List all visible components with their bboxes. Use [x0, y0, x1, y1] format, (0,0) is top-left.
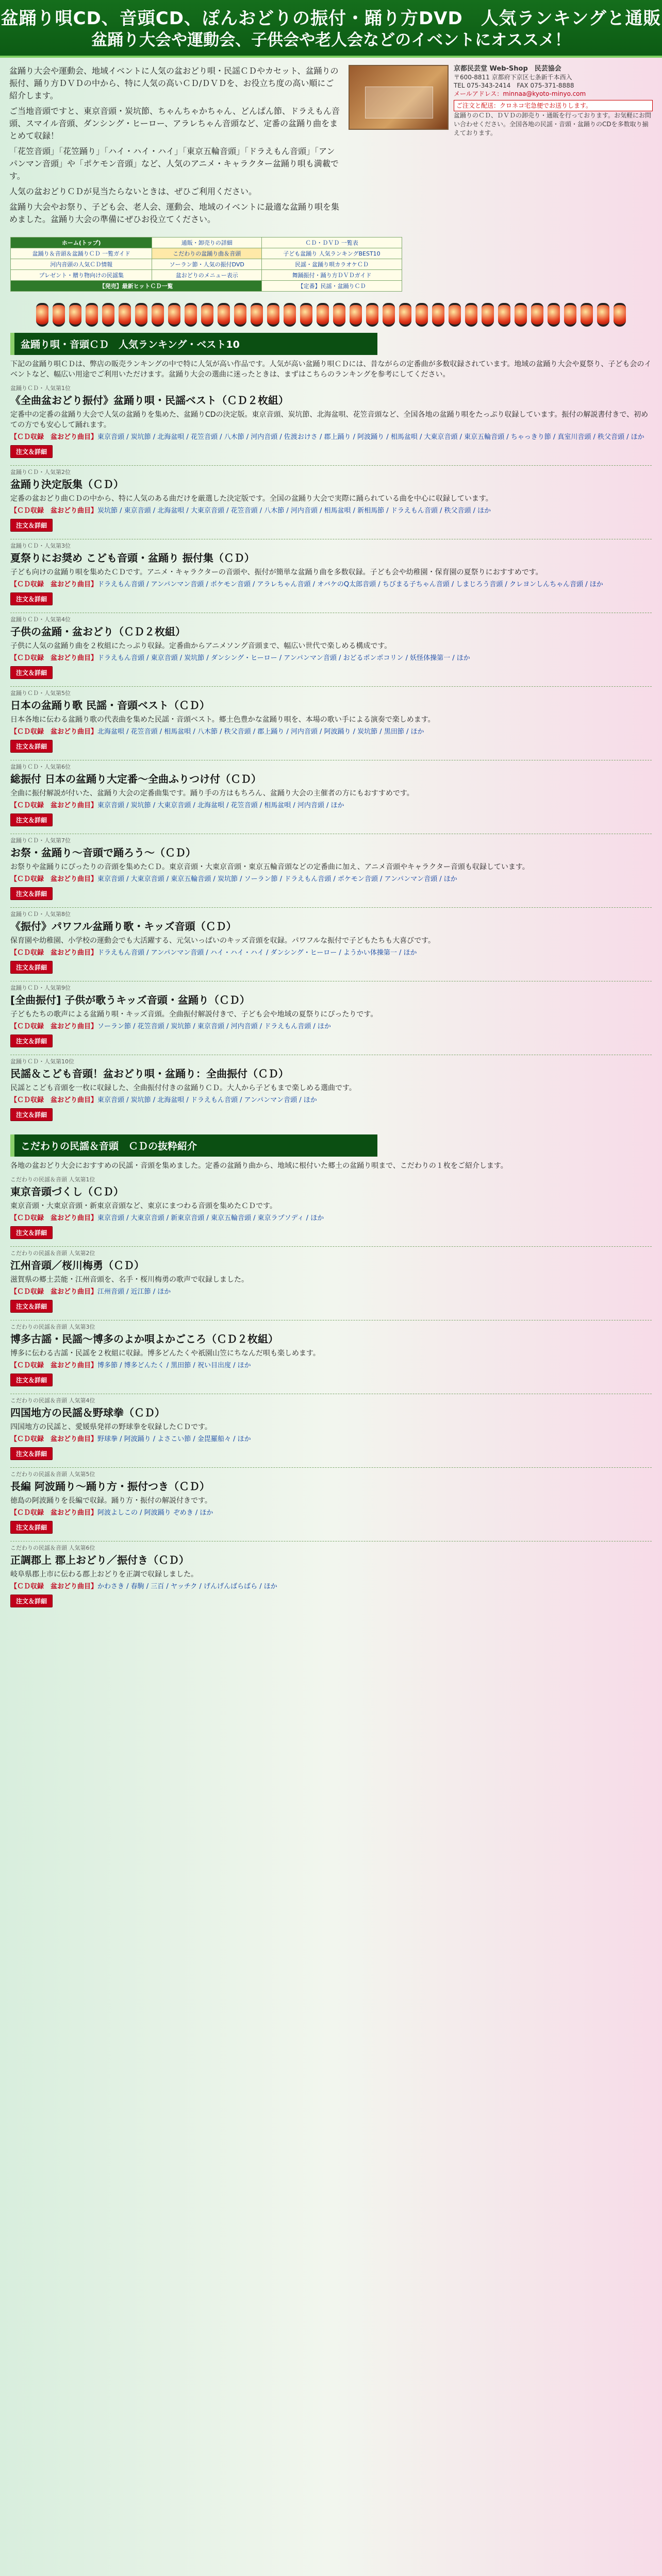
order-detail-button[interactable]: 注文＆詳細 [10, 1447, 53, 1460]
shop-description: 盆踊りのＣＤ、ＤＶＤの卸売り・通販を行っております。お気軽にお問い合わせください。全国各地の民謡・音頭・盆踊りのCDを多数取り揃えております。 [454, 112, 652, 137]
intro-text [9, 65, 340, 229]
cd-description: お祭りや盆踊りにぴったりの音頭を集めたＣＤ。東京音頭・大東京音頭・東京五輪音頭などの定番曲に加え、アニメ音頭やキャラクター音頭も収録しています。 [10, 863, 529, 871]
lantern-icon [185, 303, 197, 327]
lantern-icon [333, 303, 345, 327]
lantern-icon [53, 303, 65, 327]
lantern-icon [218, 303, 230, 327]
shop-info [454, 65, 653, 229]
shop-tel: TEL 075-343-2414 FAX 075-371-8888 [454, 82, 574, 89]
lantern-icon [284, 303, 296, 327]
shipping-notice: ご注文と配送：クロネコ宅急便でお送りします。 [454, 100, 653, 111]
cd-title-link[interactable]: 長編 阿波踊り〜踊り方・振付つき（ＣＤ） [10, 1480, 210, 1493]
lantern-icon [300, 303, 312, 327]
cd-title-link[interactable]: [全曲振付] 子供が歌うキッズ音頭・盆踊り（ＣＤ） [10, 994, 250, 1006]
cd-description: 東京音頭・大東京音頭・新東京音頭など、東京にまつわる音頭を集めたＣＤです。 [10, 1202, 277, 1210]
nav-kodawari[interactable]: こだわりの盆踊り曲＆音頭 [152, 248, 262, 259]
tracklist-text: 東京音頭 / 炭坑節 / 大東京音頭 / 北海盆唄 / 花笠音頭 / 相馬盆唄 / 河内音頭 / ほか [97, 802, 344, 809]
cd-description: 滋賀県の郷土芸能・江州音頭を、名手・桜川梅勇の歌声で収録しました。 [10, 1276, 249, 1284]
lantern-icon [317, 303, 329, 327]
lantern-icon [36, 303, 48, 327]
cd-tracklist [10, 1095, 652, 1105]
site-subtitle: 盆踊り大会や運動会、子供会や老人会などのイベントにオススメ！ [91, 31, 571, 49]
cd-tracklist [10, 432, 652, 442]
cd-title-link[interactable]: 子供の盆踊・盆おどり（ＣＤ２枚組） [10, 625, 186, 638]
lantern-icon [366, 303, 378, 327]
order-detail-button[interactable]: 注文＆詳細 [10, 1108, 53, 1121]
cd-entry [10, 1544, 652, 1607]
cd-description: 岐阜県郡上市に伝わる郡上おどりを正調で収録しました。 [10, 1570, 198, 1579]
order-detail-button[interactable]: 注文＆詳細 [10, 1521, 53, 1534]
cd-tracklist [10, 1434, 652, 1444]
cd-description: 定番中の定番の盆踊り大会で人気の盆踊りを集めた、盆踊りCDの決定版。東京音頭、炭坑節、北海盆唄、花笠音頭など、全国各地の盆踊り唄をたっぷり収録しています。振付の解説書付きで、初めての方でも安心して踊れます。 [10, 411, 649, 429]
rank-tag: 盆踊りＣＤ・人気第2位 [10, 469, 71, 476]
lantern-icon [432, 303, 444, 327]
site-navigation [10, 237, 402, 292]
tracklist-label: 【ＣＤ収録 盆おどり曲目】 [10, 728, 98, 736]
order-detail-button[interactable]: 注文＆詳細 [10, 1374, 53, 1386]
tracklist-text: 炭坑節 / 東京音頭 / 北海盆唄 / 大東京音頭 / 花笠音頭 / 八木節 / 河内音頭 / 相馬盆唄 / 新相馬節 / ドラえもん音頭 / 秩父音頭 / ほか [97, 507, 491, 515]
tracklist-label: 【ＣＤ収録 盆おどり曲目】 [10, 875, 98, 883]
order-detail-button[interactable]: 注文＆詳細 [10, 1226, 53, 1239]
cd-tracklist [10, 506, 652, 516]
nav-cd-list[interactable]: ＣＤ・ＤＶＤ 一覧表 [262, 238, 402, 248]
cd-tracklist [10, 1287, 652, 1297]
tracklist-text: 東京音頭 / 大東京音頭 / 東京五輪音頭 / 炭坑節 / ソーラン節 / ドラえもん音頭 / ポケモン音頭 / アンパンマン音頭 / ほか [97, 875, 457, 883]
rank-tag: こだわりの民謡＆音頭 人気第6位 [10, 1545, 95, 1551]
intro-area [0, 58, 662, 234]
cd-title-link[interactable]: 盆踊り決定版集（ＣＤ） [10, 478, 124, 490]
entry-divider [10, 1467, 652, 1468]
cd-title-link[interactable]: 民謡＆こども音頭！盆おどり唄・盆踊り：全曲振付（ＣＤ） [10, 1067, 289, 1080]
shop-name: 京都民芸堂 Web-Shop 民芸協会 [454, 65, 561, 73]
lantern-icon [449, 303, 461, 327]
cd-entry [10, 836, 652, 900]
cd-description: 徳島の阿波踊りを長編で収録。踊り方・振付の解説付きです。 [10, 1497, 212, 1505]
tracklist-label: 【ＣＤ収録 盆おどり曲目】 [10, 802, 98, 809]
tracklist-text: 東京音頭 / 大東京音頭 / 新東京音頭 / 東京五輪音頭 / 東京ラプソディ / ほか [97, 1214, 324, 1222]
cd-description: 定番の盆おどり曲ＣＤの中から、特に人気のある曲だけを厳選した決定版です。全国の盆踊り大会で実際に踊られている曲を中心に収録しています。 [10, 495, 493, 503]
tracklist-text: ソーラン節 / 花笠音頭 / 炭坑節 / 東京音頭 / 河内音頭 / ドラえもん音頭 / ほか [97, 1023, 331, 1030]
intro-paragraph: 人気の盆おどりＣＤが見当たらないときは、ぜひご利用ください。 [9, 187, 257, 196]
cd-entry [10, 1249, 652, 1313]
cd-entry [10, 384, 652, 458]
cd-entry [10, 1396, 652, 1460]
rank-tag: こだわりの民謡＆音頭 人気第3位 [10, 1324, 95, 1330]
cd-title-link[interactable]: 東京音頭づくし（ＣＤ） [10, 1185, 124, 1198]
tracklist-text: 東京音頭 / 炭坑節 / 北海盆唄 / 花笠音頭 / 八木節 / 河内音頭 / 佐渡おけさ / 郡上踊り / 阿波踊り / 相馬盆唄 / 大東京音頭 / 東京五輪音頭 / ちゃっきり節 / 真室川音頭 / 秩父音頭 / ほか [97, 433, 644, 441]
cd-title-link[interactable]: 正調郡上 郡上おどり／振付き（ＣＤ） [10, 1554, 189, 1566]
cd-description: 保育園や幼稚園、小学校の運動会でも大活躍する、元気いっぱいのキッズ音頭を収録。パワフルな振付で子どもたちも大喜びです。 [10, 937, 436, 945]
lantern-icon [498, 303, 510, 327]
nav-home[interactable]: ホーム(トップ) [11, 238, 152, 248]
cd-tracklist [10, 1213, 652, 1223]
tracklist-text: かわさき / 春駒 / 三百 / ヤッチク / げんげんばらばら / ほか [97, 1583, 277, 1590]
cd-title-link[interactable]: 夏祭りにお奨め こども音頭・盆踊り 振付集（ＣＤ） [10, 552, 255, 564]
tracklist-label: 【ＣＤ収録 盆おどり曲目】 [10, 1288, 98, 1296]
lantern-icon [515, 303, 527, 327]
cd-description: 子ども向けの盆踊り唄を集めたＣＤです。アニメ・キャラクターの音頭や、振付が簡単な盆踊り曲を多数収録。子ども会や幼稚園・保育園の夏祭りにおすすめです。 [10, 568, 543, 577]
order-detail-button[interactable]: 注文＆詳細 [10, 740, 53, 753]
lantern-icon [482, 303, 494, 327]
cd-title-link[interactable]: 江州音頭／桜川梅勇（ＣＤ） [10, 1259, 144, 1272]
tracklist-label: 【ＣＤ収録 盆おどり曲目】 [10, 1023, 98, 1030]
order-detail-button[interactable]: 注文＆詳細 [10, 814, 53, 826]
cd-description: 四国地方の民謡と、愛媛県発祥の野球拳を収録したＣＤです。 [10, 1423, 212, 1431]
cd-entry [10, 541, 652, 605]
entry-divider [10, 465, 652, 466]
site-header [0, 0, 662, 58]
lantern-icon [152, 303, 164, 327]
rank-tag: こだわりの民謡＆音頭 人気第1位 [10, 1176, 95, 1183]
rank-tag: こだわりの民謡＆音頭 人気第2位 [10, 1250, 95, 1257]
kodawari-section [0, 1134, 662, 1607]
rank-tag: 盆踊りＣＤ・人気第1位 [10, 385, 71, 392]
intro-paragraph: ご当地音頭ですと、東京音頭・炭坑節、ちゃんちゃかちゃん、どんぱん節、ドラえもん音頭、スマイル音頭、ダンシング・ヒーロー、アラレちゃん音頭など、定番の盆踊り曲をまとめて収録！ [9, 106, 340, 141]
entry-divider [10, 907, 652, 908]
lantern-icon [201, 303, 213, 327]
rank-tag: こだわりの民謡＆音頭 人気第4位 [10, 1397, 95, 1404]
cd-entry [10, 762, 652, 826]
cd-title-link[interactable]: お祭・盆踊り〜音頭で踊ろう〜（ＣＤ） [10, 846, 196, 859]
cd-tracklist [10, 1022, 652, 1031]
nav-kawachi[interactable]: 河内音頭の人気ＣＤ情報 [11, 259, 152, 270]
cd-entry [10, 1470, 652, 1534]
nav-soran[interactable]: ソーラン節・人気の振付DVD [152, 259, 262, 270]
cd-description: 民謡とこども音頭を一枚に収録した、全曲振付付きの盆踊りＣＤ。大人から子どもまで楽しめる選曲です。 [10, 1084, 356, 1092]
tracklist-label: 【ＣＤ収録 盆おどり曲目】 [10, 1214, 98, 1222]
lantern-icon [564, 303, 576, 327]
cd-entry [10, 468, 652, 532]
cd-tracklist [10, 1582, 652, 1591]
rank-tag: 盆踊りＣＤ・人気第7位 [10, 837, 71, 844]
lantern-icon [119, 303, 131, 327]
lantern-icon [383, 303, 395, 327]
tracklist-label: 【ＣＤ収録 盆おどり曲目】 [10, 949, 98, 957]
rank-tag: 盆踊りＣＤ・人気第4位 [10, 616, 71, 623]
nav-present[interactable]: プレゼント・贈り物向けの民謡集 [11, 270, 152, 281]
lantern-icon [465, 303, 477, 327]
tracklist-label: 【ＣＤ収録 盆おどり曲目】 [10, 1362, 98, 1369]
cd-title-link[interactable]: 《振付》パワフル盆踊り歌・キッズ音頭（ＣＤ） [10, 920, 237, 933]
nav-kids-ranking[interactable]: 子ども盆踊り 人気ランキングBEST10 [262, 248, 402, 259]
lantern-icon [416, 303, 428, 327]
cd-title-link[interactable]: 日本の盆踊り歌 民謡・音頭ベスト（ＣＤ） [10, 699, 210, 711]
cd-entry [10, 1057, 652, 1121]
lantern-icon [548, 303, 560, 327]
lantern-icon [168, 303, 180, 327]
tracklist-text: ドラえもん音頭 / 東京音頭 / 炭坑節 / ダンシング・ヒーロー / アンパンマン音頭 / おどるポンポコリン / 妖怪体操第一 / ほか [97, 654, 470, 662]
cd-entry [10, 1323, 652, 1386]
tracklist-label: 【ＣＤ収録 盆おどり曲目】 [10, 1583, 98, 1590]
intro-paragraph: 「花笠音頭」「花笠踊り」「ハイ・ハイ・ハイ」「東京五輪音頭」「ドラえもん音頭」「アンパンマン音頭」や「ポケモン音頭」など、人気のアニメ・キャラクター盆踊り唄も満載です。 [9, 146, 339, 181]
cd-description: 日本各地に伝わる盆踊り歌の代表曲を集めた民謡・音頭ベスト。郷土色豊かな盆踊り唄を、本場の歌い手による演奏で楽しめます。 [10, 716, 435, 724]
lantern-icon [251, 303, 263, 327]
cd-tracklist [10, 801, 652, 810]
lantern-icon [86, 303, 98, 327]
order-detail-button[interactable]: 注文＆詳細 [10, 887, 53, 900]
tracklist-text: 阿波よしこの / 阿波踊り ぞめき / ほか [97, 1509, 213, 1517]
tracklist-text: 野球拳 / 阿波踊り / よさこい節 / 金毘羅船々 / ほか [97, 1435, 251, 1443]
tracklist-text: 北海盆唄 / 花笠音頭 / 相馬盆唄 / 八木節 / 秩父音頭 / 郡上踊り / 河内音頭 / 阿波踊り / 炭坑節 / 黒田節 / ほか [97, 728, 424, 736]
kodawari-section-title: こだわりの民謡＆音頭 ＣＤの抜粋紹介 [10, 1134, 377, 1157]
rank-tag: 盆踊りＣＤ・人気第5位 [10, 690, 71, 697]
tracklist-text: ドラえもん音頭 / アンパンマン音頭 / ハイ・ハイ・ハイ / ダンシング・ヒーロー / ようかい体操第一 / ほか [97, 949, 417, 957]
rank-tag: 盆踊りＣＤ・人気第8位 [10, 911, 71, 918]
tracklist-text: ドラえもん音頭 / アンパンマン音頭 / ポケモン音頭 / アラレちゃん音頭 / オバケのQ太郎音頭 / ちびまる子ちゃん音頭 / しまじろう音頭 / クレヨンしんちゃん音頭 / ほか [97, 581, 603, 588]
tracklist-label: 【ＣＤ収録 盆おどり曲目】 [10, 1435, 98, 1443]
lantern-divider [0, 299, 662, 328]
lantern-icon [234, 303, 246, 327]
cd-title-link[interactable]: 四国地方の民謡＆野球拳（ＣＤ） [10, 1406, 165, 1419]
ranking-section [0, 333, 662, 1121]
ranking-section-title: 盆踊り唄・音頭ＣＤ 人気ランキング・ベスト10 [10, 333, 377, 355]
tracklist-label: 【ＣＤ収録 盆おどり曲目】 [10, 1509, 98, 1517]
lantern-icon [350, 303, 362, 327]
nav-standard[interactable]: 【定番】民謡・盆踊りＣＤ [262, 281, 402, 292]
entry-divider [10, 1246, 652, 1247]
rank-tag: 盆踊りＣＤ・人気第6位 [10, 764, 71, 770]
lantern-icon [614, 303, 626, 327]
entry-divider [10, 686, 652, 687]
shop-address: 〒600-8811 京都府下京区七条新千本西入 [454, 74, 572, 81]
tracklist-label: 【ＣＤ収録 盆おどり曲目】 [10, 654, 98, 662]
lantern-icon [597, 303, 609, 327]
lantern-icon [267, 303, 279, 327]
rank-tag: 盆踊りＣＤ・人気第10位 [10, 1058, 74, 1065]
shop-box [349, 65, 653, 229]
lantern-icon [69, 303, 81, 327]
tracklist-label: 【ＣＤ収録 盆おどり曲目】 [10, 507, 98, 515]
cd-entry [10, 984, 652, 1047]
ranking-lead: 下記の盆踊り唄ＣＤは、弊店の販売ランキングの中で特に人気が高い作品です。人気が高い盆踊り唄ＣＤには、昔ながらの定番曲が多数収録されています。地域の盆踊り大会や夏祭り、子ども会のイベントなど、幅広い用途でご利用いただけます。盆踊り大会の選曲に迷ったときは、まずはこちらのランキングを参考にしてください。 [10, 360, 652, 379]
lantern-icon [102, 303, 114, 327]
rank-tag: 盆踊りＣＤ・人気第3位 [10, 543, 71, 549]
order-detail-button[interactable]: 注文＆詳細 [10, 445, 53, 458]
cd-description: 博多に伝わる古謡・民謡を２枚組に収録。博多どんたくや祇園山笠にちなんだ唄も楽しめます。 [10, 1349, 320, 1358]
ranking-list [0, 384, 662, 1121]
order-detail-button[interactable]: 注文＆詳細 [10, 519, 53, 532]
cd-description: 全曲に振付解説が付いた、盆踊り大会の定番曲集です。踊り手の方はもちろん、盆踊り大会の主催者の方にもおすすめです。 [10, 789, 414, 798]
lantern-icon [399, 303, 411, 327]
cd-tracklist [10, 948, 652, 958]
kodawari-list [0, 1175, 662, 1607]
lantern-icon [135, 303, 147, 327]
tracklist-text: 博多節 / 博多どんたく / 黒田節 / 祝い目出度 / ほか [97, 1362, 251, 1369]
nav-karaoke[interactable]: 民謡・盆踊り唄カラオケＣＤ [262, 259, 402, 270]
nav-order-info[interactable]: 通販・卸売りの詳細 [152, 238, 262, 248]
rank-tag: こだわりの民謡＆音頭 人気第5位 [10, 1471, 95, 1478]
cd-title-link[interactable]: 総振付 日本の盆踊り大定番〜全曲ふりつけ付（ＣＤ） [10, 773, 261, 785]
lantern-icon [531, 303, 543, 327]
nav-menu[interactable]: 盆おどりのメニュー表示 [152, 270, 262, 281]
cd-entry [10, 615, 652, 679]
order-detail-button[interactable]: 注文＆詳細 [10, 961, 53, 974]
tracklist-text: 江州音頭 / 近江節 / ほか [97, 1288, 171, 1296]
cd-description: 子供に人気の盆踊り曲を２枚組にたっぷり収録。定番曲からアニメソング音頭まで、幅広い世代で楽しめる構成です。 [10, 642, 392, 650]
order-detail-button[interactable]: 注文＆詳細 [10, 1595, 53, 1607]
cd-tracklist [10, 874, 652, 884]
site-title: 盆踊り唄CD、音頭CD、ぽんおどりの振付・踊り方DVD 人気ランキングと通販 [1, 8, 661, 29]
cd-description: 子どもたちの歌声による盆踊り唄・キッズ音頭。全曲振付解説付きで、子ども会や地域の夏祭りにぴったりです。 [10, 1010, 378, 1019]
cd-tracklist [10, 653, 652, 663]
cd-tracklist [10, 1508, 652, 1518]
shop-mail-link[interactable]: メールアドレス：minnaa@kyoto-minyo.com [454, 90, 586, 97]
cd-entry [10, 910, 652, 974]
cd-title-link[interactable]: 博多古謡・民謡〜博多のよか唄よかごころ（ＣＤ２枚組） [10, 1333, 278, 1345]
tracklist-label: 【ＣＤ収録 盆おどり曲目】 [10, 1096, 98, 1104]
tracklist-label: 【ＣＤ収録 盆おどり曲目】 [10, 581, 98, 588]
order-detail-button[interactable]: 注文＆詳細 [10, 592, 53, 605]
nav-dvd-guide[interactable]: 舞踊振付・踊り方ＤＶＤガイド [262, 270, 402, 281]
cd-title-link[interactable]: 《全曲盆おどり振付》盆踊り唄・民謡ベスト（ＣＤ２枚組） [10, 394, 289, 406]
rank-tag: 盆踊りＣＤ・人気第9位 [10, 985, 71, 991]
cd-entry [10, 1175, 652, 1239]
cd-tracklist [10, 1361, 652, 1370]
tracklist-text: 東京音頭 / 炭坑節 / 北海盆唄 / ドラえもん音頭 / アンパンマン音頭 / ほか [97, 1096, 317, 1104]
lantern-icon [581, 303, 593, 327]
kodawari-lead: 各地の盆おどり大会におすすめの民謡・音頭を集めました。定番の盆踊り曲から、地域に根付いた郷土の盆踊り唄まで、こだわりの１枚をご紹介します。 [10, 1162, 508, 1170]
intro-paragraph: 盆踊り大会や運動会、地域イベントに人気の盆おどり唄・民謡ＣＤやカセット、盆踊りの振付、踊り方ＤＶＤの中から、特に人気の高いＣＤ/ＤＶＤを、お役立ち度の高い順にご紹介します。 [9, 66, 339, 100]
nav-new-release[interactable]: 【発売】最新ヒットＣＤ一覧 [11, 281, 262, 292]
cd-tracklist [10, 580, 652, 589]
cd-tracklist [10, 727, 652, 737]
nav-guide[interactable]: 盆踊り＆音頭＆盆踊りＣＤ 一覧ガイド [11, 248, 152, 259]
order-detail-button[interactable]: 注文＆詳細 [10, 1300, 53, 1313]
intro-paragraph: 盆踊り大会やお祭り、子ども会、老人会、運動会、地域のイベントに最適な盆踊り唄を集めました。盆踊り大会の準備にぜひお役立てください。 [9, 202, 340, 224]
order-detail-button[interactable]: 注文＆詳細 [10, 1035, 53, 1047]
tracklist-label: 【ＣＤ収録 盆おどり曲目】 [10, 433, 98, 441]
order-detail-button[interactable]: 注文＆詳細 [10, 666, 53, 679]
cd-entry [10, 689, 652, 753]
shop-photo [349, 65, 449, 130]
